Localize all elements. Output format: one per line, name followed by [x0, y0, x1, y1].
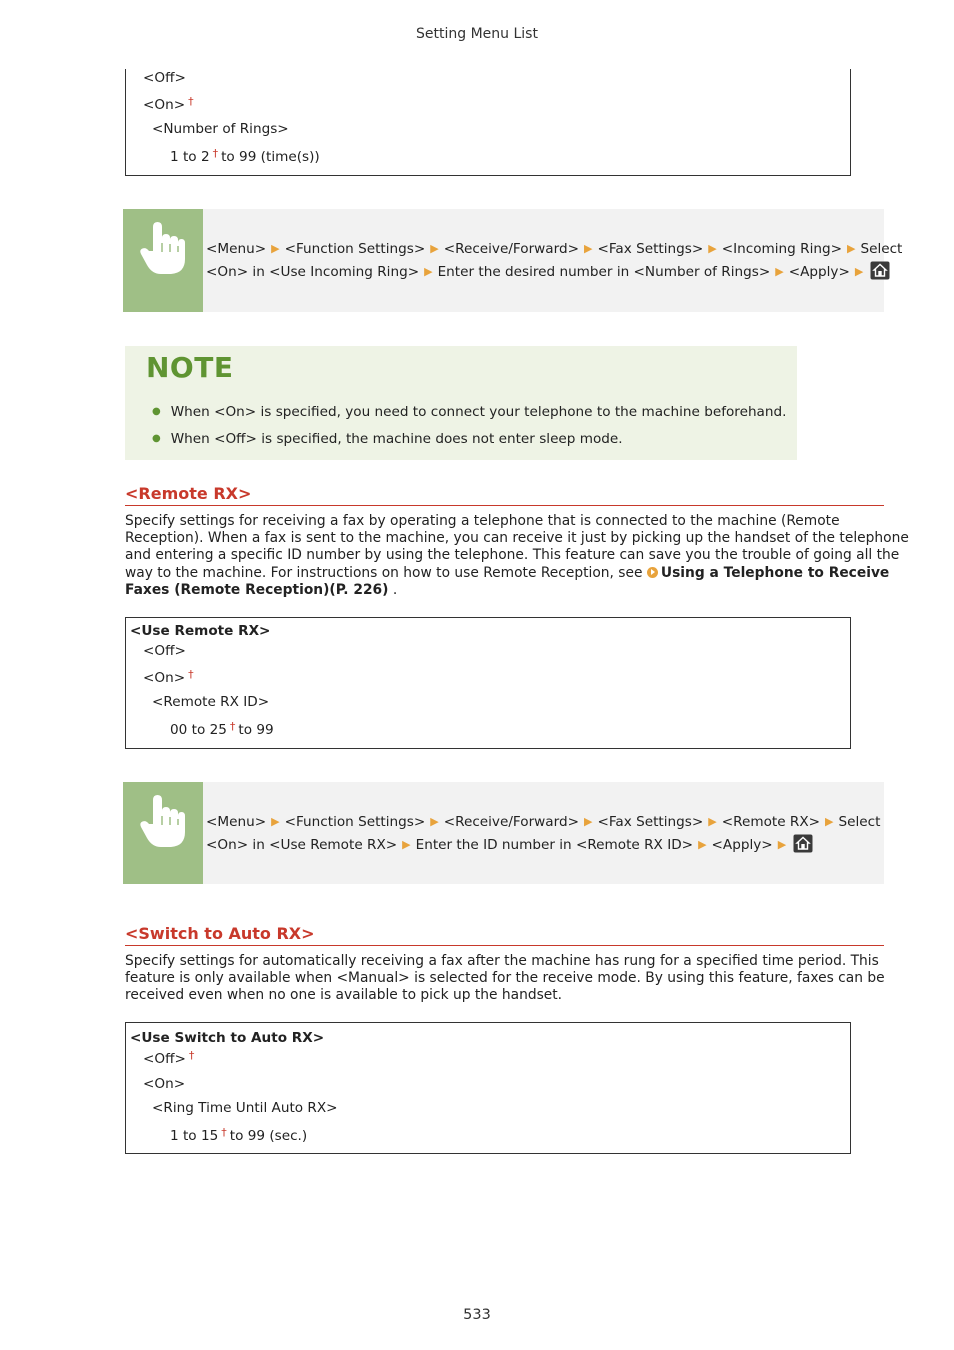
procedure-line-1 — [206, 811, 886, 834]
bullet-icon: ● — [152, 406, 161, 417]
step-receive-forward: <Receive/Forward> — [443, 241, 579, 257]
arrow-right-icon: ▶ — [583, 242, 593, 255]
home-key-icon — [870, 261, 890, 287]
arrow-right-icon: ▶ — [777, 838, 787, 851]
procedure-line-2 — [206, 261, 886, 287]
arrow-right-icon: ▶ — [708, 242, 717, 255]
arrow-right-icon: ▶ — [854, 265, 864, 278]
default-dagger: † — [229, 720, 236, 733]
step-function-settings: <Function Settings> — [284, 814, 426, 830]
step-enter-number: Enter the desired number in <Number of Rings> — [437, 264, 771, 280]
option-on: <On> † — [143, 668, 194, 686]
arrow-right-icon: ▶ — [846, 242, 856, 255]
procedure-box-incoming-ring — [123, 209, 903, 312]
arrow-right-icon: ▶ — [708, 815, 717, 828]
default-dagger: † — [188, 95, 194, 108]
arrow-right-icon: ▶ — [271, 815, 280, 828]
sub-label-ring-time: <Ring Time Until Auto RX> — [152, 1100, 338, 1116]
link-remote-reception-cont[interactable]: Faxes (Remote Reception)(P. 226) — [125, 581, 389, 598]
note-box — [125, 346, 797, 460]
step-enter-id: Enter the ID number in <Remote RX ID> — [415, 837, 694, 853]
step-menu: <Menu> — [206, 814, 267, 830]
procedure-steps — [206, 238, 903, 287]
arrow-right-icon: ▶ — [825, 815, 834, 828]
step-incoming-ring: <Incoming Ring> — [721, 241, 842, 257]
arrow-right-icon: ▶ — [424, 265, 433, 278]
default-dagger: † — [188, 668, 194, 681]
step-receive-forward: <Receive/Forward> — [443, 814, 579, 830]
step-select: Select — [860, 241, 903, 257]
procedure-steps — [206, 811, 886, 860]
settings-title: <Use Switch to Auto RX> — [130, 1030, 325, 1046]
auto-rx-description: Specify settings for automatically receiving a fax after the machine has rung for a specified time period. This feature is only available when <Manual> is selected for the receive mode. By using this feature, faxes can be received even when no one is available to pick up the handset. — [125, 953, 885, 1004]
arrow-right-icon: ▶ — [430, 815, 439, 828]
step-fax-settings: <Fax Settings> — [597, 814, 704, 830]
settings-box-incoming-ring — [125, 69, 851, 176]
settings-box-use-remote-rx — [125, 617, 851, 749]
arrow-right-icon: ▶ — [402, 838, 411, 851]
procedure-panel — [123, 782, 203, 884]
default-dagger: † — [188, 1049, 195, 1062]
range-number-of-rings: 1 to 2 † to 99 (time(s)) — [170, 147, 320, 165]
step-menu: <Menu> — [206, 241, 267, 257]
procedure-line-2 — [206, 834, 886, 860]
range-remote-rx-id: 00 to 25 † to 99 — [170, 720, 274, 738]
step-on-in-use-incoming-ring: <On> in <Use Incoming Ring> — [206, 264, 420, 280]
remote-rx-description: Specify settings for receiving a fax by operating a telephone that is connected to the machine (Remote Reception). When a fax is sent to the machine, you can receive it just by picking up the handset of the telephone and entering a specific ID number by using the telephone. This feature can save you the trouble of going all the way to the machine. For instructions on how to use Remote Reception, see Using a Telephone to Receive Faxes (Remote Reception)(P. 226) . — [125, 513, 909, 598]
default-dagger: † — [221, 1126, 227, 1139]
arrow-right-icon: ▶ — [430, 242, 439, 255]
option-off: <Off> — [143, 643, 186, 659]
arrow-right-icon: ▶ — [271, 242, 280, 255]
step-on-in-use-remote-rx: <On> in <Use Remote RX> — [206, 837, 398, 853]
section-heading-remote-rx: <Remote RX> — [125, 484, 884, 506]
hand-pointer-icon — [139, 794, 187, 850]
arrow-right-icon: ▶ — [698, 838, 707, 851]
note-title: NOTE — [146, 351, 234, 384]
settings-box-use-switch-to-auto-rx — [125, 1022, 851, 1154]
step-select: Select — [838, 814, 881, 830]
note-item: ● When <On> is specified, you need to connect your telephone to the machine beforehand. — [152, 404, 787, 420]
sub-label-number-of-rings: <Number of Rings> — [152, 121, 289, 137]
step-remote-rx: <Remote RX> — [721, 814, 821, 830]
step-apply: <Apply> — [788, 264, 850, 280]
home-key-icon — [793, 834, 813, 860]
procedure-box-remote-rx — [123, 782, 884, 884]
step-function-settings: <Function Settings> — [284, 241, 426, 257]
step-fax-settings: <Fax Settings> — [597, 241, 704, 257]
sub-label-remote-rx-id: <Remote RX ID> — [152, 694, 270, 710]
page-header: Setting Menu List — [416, 26, 538, 42]
section-heading-switch-to-auto-rx: <Switch to Auto RX> — [125, 924, 884, 946]
procedure-panel — [123, 209, 203, 312]
bullet-icon: ● — [152, 433, 161, 444]
option-off: <Off> — [143, 70, 186, 86]
range-ring-time: 1 to 15 † to 99 (sec.) — [170, 1126, 308, 1144]
default-dagger: † — [212, 147, 219, 160]
option-on: <On> — [143, 1076, 186, 1092]
link-remote-reception[interactable]: Using a Telephone to Receive — [660, 564, 890, 581]
arrow-right-icon: ▶ — [775, 265, 784, 278]
option-off: <Off> † — [143, 1049, 195, 1067]
note-item: ● When <Off> is specified, the machine does not enter sleep mode. — [152, 431, 623, 447]
page-number: 533 — [463, 1307, 491, 1323]
step-apply: <Apply> — [711, 837, 773, 853]
option-on: <On> † — [143, 95, 194, 113]
arrow-right-icon: ▶ — [583, 815, 593, 828]
settings-title: <Use Remote RX> — [130, 623, 271, 639]
link-arrow-icon[interactable] — [647, 567, 658, 578]
hand-pointer-icon — [139, 221, 187, 277]
procedure-line-1 — [206, 238, 903, 261]
